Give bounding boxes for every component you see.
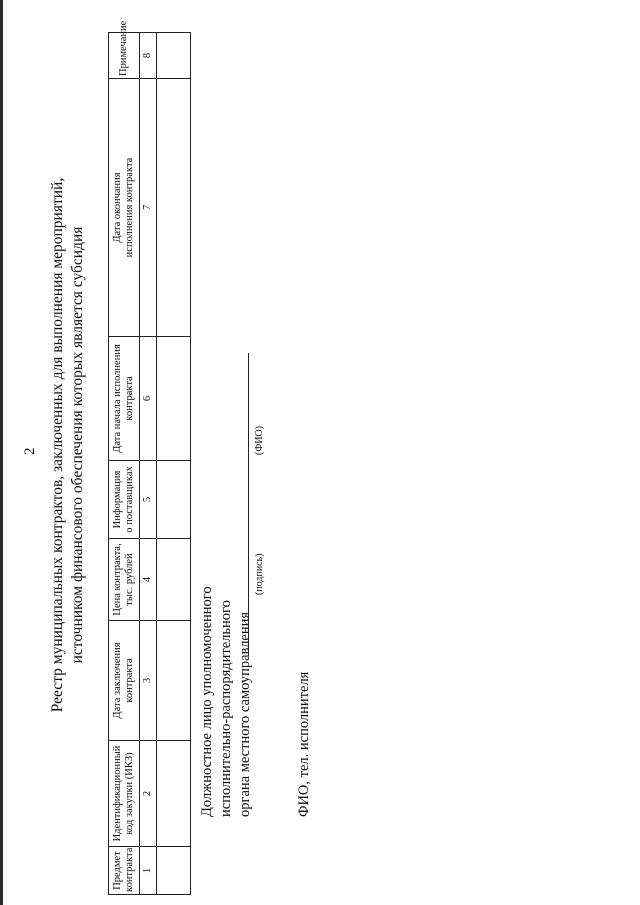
number-cell: 3 [140, 621, 157, 741]
number-cell: 6 [140, 337, 157, 461]
table-cell [157, 461, 191, 539]
number-cell: 4 [140, 539, 157, 621]
header-cell-price: Цена контракта, тыс. рублей [109, 539, 140, 621]
table-cell [157, 741, 191, 847]
contracts-registry-table [108, 20, 191, 895]
number-cell: 1 [140, 847, 157, 895]
page-number: 2 [22, 447, 38, 455]
header-cell-note: Примечание [109, 33, 140, 79]
number-cell: 8 [140, 33, 157, 79]
table-cell [157, 337, 191, 461]
number-cell: 7 [140, 79, 157, 337]
number-cell: 2 [140, 741, 157, 847]
table-cell [157, 79, 191, 337]
signatory-line-1: Должностное лицо уполномоченного [199, 586, 215, 817]
signatory-block [198, 586, 255, 817]
table-cell [157, 33, 191, 79]
signatory-line-2: исполнительно-распорядительного [218, 600, 234, 817]
table-cell [157, 621, 191, 741]
header-cell-start-date: Дата начала исполнения контракта [109, 337, 140, 461]
table-numbering-row [140, 33, 157, 895]
title-line-1: Реестр муниципальных контрактов, заключенных для выполнения мероприятий, [49, 177, 66, 713]
table-row [157, 33, 191, 895]
number-cell: 5 [140, 461, 157, 539]
table-cell [157, 539, 191, 621]
table-cell [157, 847, 191, 895]
header-cell-end-date: Дата окончания исполнения контракта [109, 79, 140, 337]
name-line [248, 353, 249, 581]
header-cell-suppliers: Информация о поставщиках [109, 461, 140, 539]
name-caption: (ФИО) [254, 425, 265, 455]
signature-line [248, 581, 249, 655]
document-title [48, 95, 88, 795]
title-line-2: источником финансового обеспечения которых является субсидия [69, 226, 86, 664]
executor-contact: ФИО, тел. исполнителя [296, 671, 312, 817]
signatory-line-3: органа местного самоуправления [237, 611, 253, 817]
signature-caption: (подпись) [254, 553, 265, 595]
header-cell-ikz: Идентификационный код закупки (ИКЗ) [109, 741, 140, 847]
table-header-row [109, 33, 140, 895]
header-cell-conclusion-date: Дата заключения контракта [109, 621, 140, 741]
header-cell-subject: Предмет контракта [109, 847, 140, 895]
